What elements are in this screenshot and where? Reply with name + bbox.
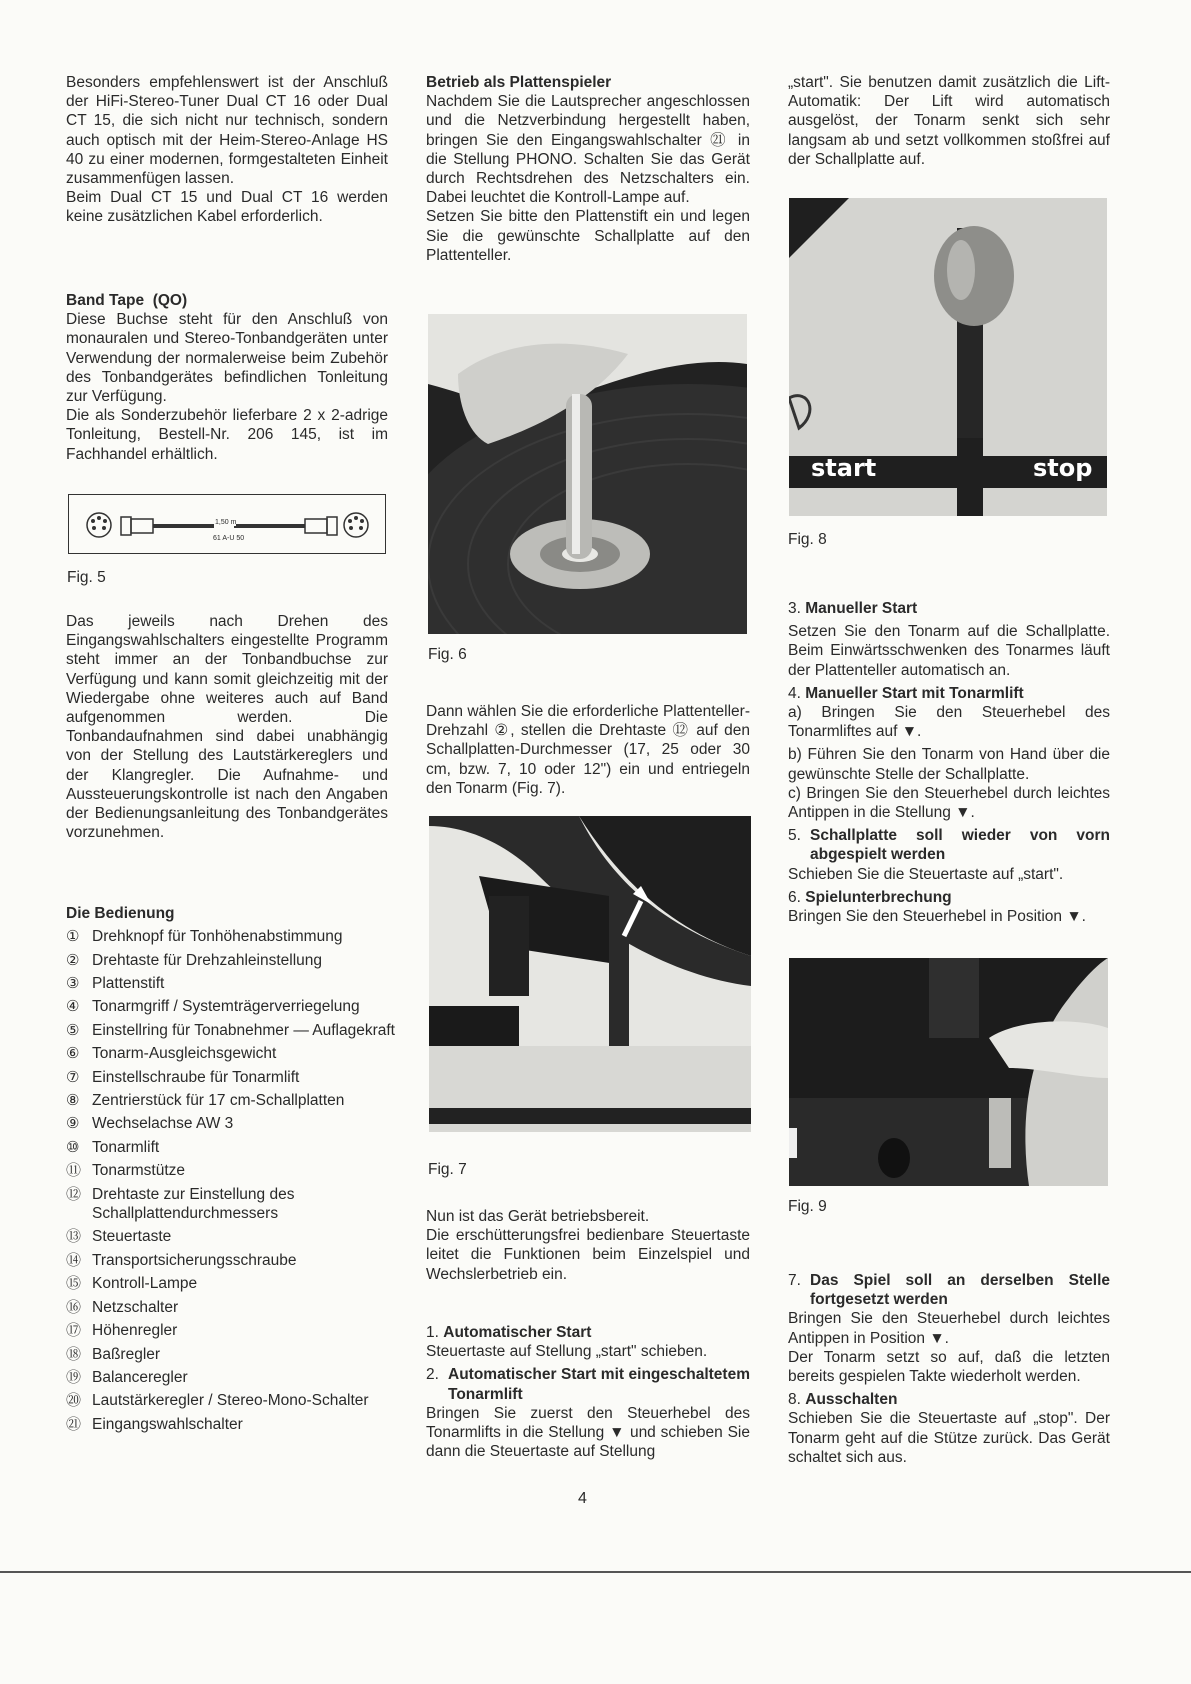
- control-label: Lautstärkeregler / Stereo-Mono-Schalter: [92, 1392, 369, 1410]
- fig9-caption: Fig. 9: [788, 1198, 827, 1215]
- control-label: Drehtaste zur Einstellung des Schallplattendurchmessers: [92, 1185, 295, 1223]
- control-label: Tonarmgriff / Systemträgerverriegelung: [92, 998, 360, 1016]
- control-label: Drehtaste für Drehzahleinstellung: [92, 951, 323, 969]
- section-4-title: Manueller Start mit Tonarmlift: [805, 684, 1024, 702]
- fig7-photo: [429, 816, 751, 1132]
- control-list-item: [66, 1298, 396, 1317]
- section-1-title: Automatischer Start: [443, 1324, 592, 1341]
- control-label: Eingangswahlschalter: [92, 1415, 243, 1433]
- fig6-caption: Fig. 6: [428, 646, 467, 663]
- section-8-title: Ausschalten: [805, 1391, 898, 1409]
- control-number: ⑥: [66, 1045, 80, 1063]
- control-list-item: [66, 1091, 396, 1110]
- band-tape-block: [66, 291, 388, 464]
- section-2-title: Automatischer Start mit eingeschaltetem Tonarmlift: [448, 1366, 750, 1403]
- control-label: Wechselachse AW 3: [92, 1115, 234, 1133]
- section-4: [788, 684, 1110, 822]
- fig8-photo: [789, 198, 1107, 516]
- band-tape-title: Band Tape: [66, 292, 145, 309]
- lift-automatik-text: „start". Sie benutzen damit zusätzlich die Lift-Automatik: Der Lift wird automatisch ausgelöst, der Tonarm senkt sich sehr langsam ab und setzt vollkommen stoßfrei auf der Schallplatte auf.: [788, 74, 1110, 168]
- control-number: ⑳: [66, 1392, 82, 1410]
- control-list-item: [66, 1251, 396, 1270]
- control-label: Drehknopf für Tonhöhenabstimmung: [92, 928, 343, 946]
- section-2-number: 2.: [426, 1366, 439, 1384]
- controls-list: [66, 927, 396, 1434]
- band-tape-heading: [66, 291, 388, 310]
- section-5-title: Schallplatte soll wieder von vorn abgespielt werden: [810, 827, 1110, 864]
- control-label: Einstellschraube für Tonarmlift: [92, 1068, 300, 1086]
- start-sections-block: [426, 1319, 750, 1461]
- control-number: ⑭: [66, 1251, 82, 1269]
- intro-paragraph: Besonders empfehlenswert ist der Anschluß der HiFi-Stereo-Tuner Dual CT 16 oder Dual CT 15, die sich nicht nur technisch, sondern auch optisch mit der Heim-Stereo-Anlage HS 40 zu einer modernen, formgestalteten Einheit zusammenfügen lassen.: [66, 74, 388, 188]
- drehzahl-block: [426, 702, 750, 798]
- fig6-photo: [428, 314, 747, 634]
- control-number: ⑲: [66, 1368, 82, 1386]
- band-tape-text: Diese Buchse steht für den Anschluß von monauralen und Stereo-Tonbandgeräten unter Verwendung der normalerweise beim Zubehör des Tonbandgerätes befindlichen Tonleitung zur Verfügung.: [66, 311, 388, 406]
- control-label: Zentrierstück für 17 cm-Schallplatten: [92, 1092, 345, 1110]
- control-label: Höhenregler: [92, 1322, 178, 1340]
- fig9-photo: [789, 958, 1108, 1186]
- steuertaste-text: Die erschütterungsfrei bedienbare Steuertaste leitet die Funktionen beim Einzelspiel und Wechslerbetrieb ein.: [426, 1227, 750, 1283]
- control-label: Tonarm-Ausgleichsgewicht: [92, 1045, 277, 1063]
- control-number: ⑱: [66, 1345, 82, 1363]
- section-1-number: 1.: [426, 1324, 439, 1341]
- control-number: ⑧: [66, 1092, 80, 1110]
- bedienung-heading: Die Bedienung: [66, 905, 175, 922]
- control-list-item: [66, 1368, 396, 1387]
- control-number: ③: [66, 975, 80, 993]
- section-7-number: 7.: [788, 1272, 801, 1289]
- section-7-title: Das Spiel soll an derselben Stelle fortgesetzt werden: [810, 1272, 1110, 1309]
- fig8-stop-label: stop: [1033, 454, 1093, 482]
- section-6: [788, 888, 1110, 926]
- control-label: Tonarmstütze: [92, 1162, 186, 1180]
- tonband-paragraph-block: [66, 612, 388, 842]
- lift-automatik-block: [788, 73, 1110, 169]
- control-list-item: [66, 1044, 396, 1063]
- control-number: ⑨: [66, 1115, 80, 1133]
- control-number: ④: [66, 998, 80, 1016]
- fig5-cable-diagram: [68, 494, 386, 554]
- control-list-item: [66, 997, 396, 1016]
- betriebsbereit-block: [426, 1207, 750, 1284]
- control-label: Transportsicherungsschraube: [92, 1251, 297, 1269]
- section-2-text: Bringen Sie zuerst den Steuerhebel des Tonarmlifts in die Stellung ▼ und schieben Sie dann die Steuertaste auf Stellung: [426, 1404, 750, 1461]
- section-3-title: Manueller Start: [805, 600, 918, 617]
- control-number: ⑦: [66, 1068, 80, 1086]
- control-number: ①: [66, 928, 80, 946]
- section-7: [788, 1271, 1110, 1386]
- betrieb-block: [426, 73, 750, 265]
- fig8-caption: Fig. 8: [788, 531, 827, 548]
- control-label: Plattenstift: [92, 975, 165, 993]
- betrieb-heading: Betrieb als Plattenspieler: [426, 74, 612, 91]
- section-4-step-a: a) Bringen Sie den Steuerhebel des Tonarmliftes auf ▼.: [788, 704, 1110, 741]
- tonband-paragraph: Das jeweils nach Drehen des Eingangswahlschalters eingestellte Programm steht immer an der Tonbandbuchse zur Verfügung und kann somit gleichzeitig mit der Wiedergabe ohne weiteres auch auf Band aufgenommen werden. Die Tonbandaufnahmen sind dabei unabhängig von der Stellung des Lautstärkereglers und der Klangregler. Die Aufnahme- und Aussteuerungskontrolle ist nach den Angaben der Bedienungsanleitung des Tonbandgerätes vorzunehmen.: [66, 613, 388, 842]
- control-list-item: [66, 951, 396, 970]
- control-number: ⑪: [66, 1162, 82, 1180]
- section-5: [788, 826, 1110, 884]
- page-number: 4: [578, 1490, 587, 1507]
- control-label: Einstellring für Tonabnehmer — Auflagekraft: [92, 1021, 395, 1039]
- control-number: ⑯: [66, 1298, 82, 1316]
- fig8-start-label: start: [811, 454, 877, 482]
- betrieb-paragraph-2: Setzen Sie bitte den Plattenstift ein und legen Sie die gewünschte Schallplatte auf den Plattenteller.: [426, 208, 750, 264]
- control-list-item: [66, 1415, 396, 1434]
- control-list-item: [66, 1274, 396, 1293]
- cable-length-label: 1,50 m: [215, 519, 237, 526]
- sections-7-8-block: [788, 1267, 1110, 1467]
- control-number: ㉑: [66, 1415, 82, 1433]
- bedienung-block: [66, 904, 396, 1438]
- control-list-item: [66, 1345, 396, 1364]
- section-7-text: Bringen Sie den Steuerhebel durch leichtes Antippen in Position ▼.: [788, 1310, 1110, 1347]
- section-4-step-c: c) Bringen Sie den Steuerhebel durch leichtes Antippen in die Stellung ▼.: [788, 784, 1110, 822]
- fig7-caption: Fig. 7: [428, 1161, 467, 1178]
- tape-symbol: (QO): [152, 292, 188, 309]
- control-list-item: [66, 1161, 396, 1180]
- control-label: Tonarmlift: [92, 1138, 160, 1156]
- section-3: [788, 599, 1110, 680]
- section-4-number: 4.: [788, 684, 801, 702]
- control-list-item: [66, 1138, 396, 1157]
- control-number: ⑬: [66, 1228, 82, 1246]
- control-list-item: [66, 1114, 396, 1133]
- section-8-text: Schieben Sie die Steuertaste auf „stop". Der Tonarm geht auf die Stütze zurück. Das Gerät schaltet sich aus.: [788, 1410, 1110, 1466]
- control-list-item: [66, 974, 396, 993]
- section-8: [788, 1390, 1110, 1467]
- section-6-title: Spielunterbrechung: [805, 888, 952, 906]
- control-label: Balanceregler: [92, 1368, 188, 1386]
- fig5-caption: Fig. 5: [67, 569, 106, 586]
- control-list-item: [66, 1227, 396, 1246]
- control-number: ⑮: [66, 1275, 82, 1293]
- control-label: Kontroll-Lampe: [92, 1275, 198, 1293]
- control-number: ⑤: [66, 1021, 80, 1039]
- section-2: [426, 1365, 750, 1461]
- control-list-item: [66, 1391, 396, 1410]
- control-list-item: [66, 1185, 396, 1224]
- intro-paragraph-2: Beim Dual CT 15 und Dual CT 16 werden keine zusätzlichen Kabel erforderlich.: [66, 189, 388, 226]
- bottom-rule: [0, 1571, 1191, 1573]
- control-label: Steuertaste: [92, 1228, 172, 1246]
- section-3-number: 3.: [788, 600, 801, 617]
- control-list-item: [66, 1068, 396, 1087]
- section-5-text: Schieben Sie die Steuertaste auf „start".: [788, 865, 1064, 883]
- intro-block: [66, 73, 388, 227]
- control-number: ⑫: [66, 1185, 82, 1203]
- section-5-number: 5.: [788, 827, 801, 845]
- section-7-text-2: Der Tonarm setzt so auf, daß die letzten bereits gespielen Takte wiederholt werden.: [788, 1348, 1110, 1386]
- betrieb-paragraph-1: Nachdem Sie die Lautsprecher angeschlossen und die Netzverbindung hergestellt haben, bringen Sie den Eingangswahlschalter ㉑ in die Stellung PHONO. Schalten Sie das Gerät durch Rechtsdrehen des Netzschalters ein. Dabei leuchtet die Kontroll-Lampe auf.: [426, 93, 750, 207]
- control-list-item: [66, 927, 396, 946]
- cable-code-label: 61 A-U 50: [213, 535, 245, 542]
- control-list-item: [66, 1021, 396, 1040]
- control-number: ⑰: [66, 1322, 82, 1340]
- drehzahl-paragraph: Dann wählen Sie die erforderliche Plattenteller-Drehzahl ②, stellen die Drehtaste ⑫ auf den Schallplatten-Durchmesser (17, 25 oder 30 cm, bzw. 7, 10 oder 12") ein und entriegeln den Tonarm (Fig. 7).: [426, 703, 750, 797]
- band-tape-text-2: Die als Sonderzubehör lieferbare 2 x 2-adrige Tonleitung, Bestell-Nr. 206 145, ist im Fachhandel erhältlich.: [66, 407, 388, 463]
- control-number: ⑩: [66, 1138, 80, 1156]
- control-label: Netzschalter: [92, 1298, 179, 1316]
- section-4-step-b: b) Führen Sie den Tonarm von Hand über die gewünschte Stelle der Schallplatte.: [788, 746, 1110, 783]
- betriebsbereit-text: Nun ist das Gerät betriebsbereit.: [426, 1208, 650, 1225]
- section-1-text: Steuertaste auf Stellung „start" schieben.: [426, 1343, 708, 1361]
- section-6-text: Bringen Sie den Steuerhebel in Position ▼.: [788, 908, 1086, 926]
- control-label: Baßregler: [92, 1345, 161, 1363]
- section-3-text: Setzen Sie den Tonarm auf die Schallplatte. Beim Einwärtsschwenken des Tonarmes läuft der Plattenteller automatisch an.: [788, 623, 1110, 679]
- control-number: ②: [66, 951, 80, 969]
- section-1: [426, 1323, 750, 1361]
- section-8-number: 8.: [788, 1391, 801, 1409]
- control-list-item: [66, 1321, 396, 1340]
- sections-3-6-block: [788, 595, 1110, 926]
- section-6-number: 6.: [788, 888, 801, 906]
